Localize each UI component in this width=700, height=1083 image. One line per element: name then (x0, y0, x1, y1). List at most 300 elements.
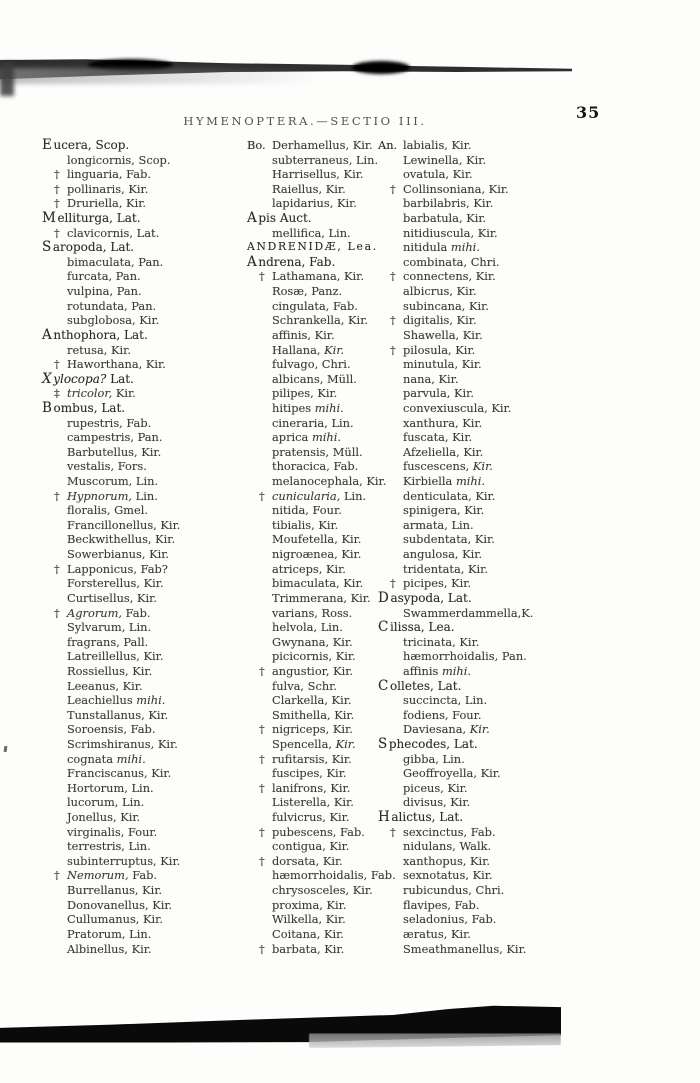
taxon-text: linguaria, Fab. (67, 167, 151, 182)
taxon-line (378, 299, 618, 314)
taxon-text: Jonellus, Kir. (67, 810, 141, 825)
taxon-text: Colletes, Lat. (378, 677, 462, 694)
taxon-text: clavicornis, Lat. (67, 225, 160, 240)
taxon-line (378, 240, 618, 255)
dagger-marker: † (54, 357, 60, 372)
taxon-text: seladonius, Fab. (403, 912, 497, 927)
taxon-line (378, 138, 618, 153)
taxon-text: lucorum, Lin. (67, 795, 145, 810)
taxon-text: fodiens, Four. (403, 707, 482, 722)
scan-artifact-top-band (0, 48, 572, 88)
taxon-text: Saropoda, Lat. (42, 239, 135, 256)
taxon-line (42, 503, 247, 518)
taxon-text: rufitarsis, Kir. (272, 751, 352, 766)
taxon-text: connectens, Kir. (403, 269, 496, 284)
scan-top-dark-blob (352, 61, 410, 74)
taxon-text: subdentata, Kir. (403, 532, 495, 547)
dagger-marker: † (54, 488, 60, 503)
dagger-marker: † (259, 751, 265, 766)
taxon-text: melanocephala, Kir. (272, 474, 387, 489)
taxon-text: Halictus, Lat. (378, 809, 464, 826)
taxon-text: Clarkella, Kir. (272, 693, 352, 708)
taxon-text: Daviesana, Kir. (403, 722, 490, 737)
taxon-text: Lapponicus, Fab? (67, 561, 168, 576)
taxon-line (378, 927, 618, 942)
taxon-line (42, 810, 247, 825)
taxon-line (42, 474, 247, 489)
taxon-line (378, 430, 618, 445)
genus-line (378, 591, 618, 606)
taxon-text: Gwynana, Kir. (272, 634, 353, 649)
taxon-text: terrestris, Lin. (67, 839, 151, 854)
taxon-text: Anthophora, Lat. (42, 326, 148, 343)
taxon-line (378, 547, 618, 562)
taxon-line (42, 576, 247, 591)
taxon-text: Tunstallanus, Kir. (67, 707, 169, 722)
taxon-text: Cullumanus, Kir. (67, 912, 163, 927)
taxon-text: lapidarius, Kir. (272, 196, 357, 211)
taxon-line (42, 255, 247, 270)
taxon-text: xanthura, Kir. (403, 415, 483, 430)
taxon-line (378, 196, 618, 211)
taxon-text: pilosula, Kir. (403, 342, 476, 357)
taxon-text: pollinaris, Kir. (67, 181, 149, 196)
taxon-line (42, 489, 247, 504)
taxon-text: hæmorrhoidalis, Fab. (272, 868, 396, 883)
taxon-text: Melliturga, Lat. (42, 210, 141, 227)
taxon-text: Collinsoniana, Kir. (403, 181, 509, 196)
taxon-line (42, 153, 247, 168)
taxon-text: Moufetella, Kir. (272, 532, 362, 547)
taxon-line (378, 854, 618, 869)
taxon-text: rupestris, Fab. (67, 415, 152, 430)
taxon-line (378, 868, 618, 883)
taxon-line (42, 547, 247, 562)
taxon-line (378, 343, 618, 358)
taxon-text: succincta, Lin. (403, 693, 488, 708)
taxon-line (378, 606, 618, 621)
taxon-text: angulosa, Kir. (403, 547, 483, 562)
taxon-text: Geoffroyella, Kir. (403, 766, 501, 781)
dagger-marker: † (390, 342, 396, 357)
taxon-text: subincana, Kir. (403, 298, 489, 313)
taxon-text: Leachiellus mihi. (67, 693, 166, 708)
taxon-line (42, 226, 247, 241)
taxon-text: Eucera, Scop. (42, 137, 130, 153)
taxon-line (42, 752, 247, 767)
taxon-text: Latreillellus, Kir. (67, 649, 164, 664)
taxon-line (378, 357, 618, 372)
genus-abbrev-prefix: Bo. (247, 138, 266, 152)
taxon-text: Hypnorum, Lin. (67, 488, 158, 503)
taxon-text: Xylocopa? Lat. (42, 370, 134, 387)
taxon-line (378, 839, 618, 854)
taxon-line (42, 679, 247, 694)
taxon-text: picipes, Kir. (403, 576, 472, 591)
dagger-marker: † (259, 941, 265, 956)
taxon-text: Smeathmanellus, Kir. (403, 941, 527, 956)
taxon-text: Sphecodes, Lat. (378, 735, 478, 752)
taxon-text: Curtisellus, Kir. (67, 590, 157, 605)
taxon-line (42, 620, 247, 635)
taxon-text: Hallana, Kir. (272, 342, 345, 357)
taxon-text: Francillonellus, Kir. (67, 517, 181, 532)
scan-bottom-gray-fringe (309, 1033, 561, 1048)
taxon-text: Afzeliella, Kir. (403, 444, 484, 459)
taxon-line (378, 532, 618, 547)
taxon-text: Muscorum, Lin. (67, 474, 159, 489)
taxon-text: bimaculata, Pan. (67, 254, 164, 269)
taxa-column-1 (42, 138, 247, 956)
taxon-text: angustior, Kir. (272, 663, 354, 678)
taxon-text: gibba, Lin. (403, 751, 465, 766)
taxon-line (378, 182, 618, 197)
taxon-line (378, 898, 618, 913)
dagger-marker: † (54, 225, 60, 240)
taxon-text: thoracica, Fab. (272, 459, 359, 474)
taxon-line (378, 445, 618, 460)
taxon-text: hæmorrhoidalis, Pan. (403, 649, 527, 664)
taxon-line (42, 737, 247, 752)
taxon-line (42, 343, 247, 358)
taxon-text: nigriceps, Kir. (272, 722, 353, 737)
taxon-line (378, 795, 618, 810)
taxon-text: fragrans, Pall. (67, 634, 149, 649)
taxon-line (42, 167, 247, 182)
taxa-column-3 (378, 138, 618, 956)
taxon-text: Raiellus, Kir. (272, 181, 346, 196)
taxon-line (42, 825, 247, 840)
taxon-text: piceus, Kir. (403, 780, 468, 795)
dagger-marker: † (390, 269, 396, 284)
taxon-text: armata, Lin. (403, 517, 474, 532)
taxon-text: furcata, Pan. (67, 269, 141, 284)
taxon-text: Coitana, Kir. (272, 926, 344, 941)
taxon-text: bimaculata, Kir. (272, 576, 364, 591)
dagger-marker: † (54, 605, 60, 620)
taxon-text: fulva, Schr. (272, 678, 337, 693)
genus-line (42, 372, 247, 387)
taxon-text: Rossiellus, Kir. (67, 663, 153, 678)
taxon-text: Schrankella, Kir. (272, 313, 369, 328)
taxon-line (378, 708, 618, 723)
taxon-line (42, 722, 247, 737)
taxon-line (42, 883, 247, 898)
taxon-line (378, 153, 618, 168)
taxon-line (42, 416, 247, 431)
taxon-line (42, 839, 247, 854)
taxon-text: retusa, Kir. (67, 342, 131, 357)
taxon-line (42, 942, 247, 957)
taxon-line (42, 868, 247, 883)
taxon-text: contigua, Kir. (272, 839, 350, 854)
taxon-line (378, 489, 618, 504)
taxon-line (378, 912, 618, 927)
taxon-text: divisus, Kir. (403, 795, 471, 810)
taxon-text: Wilkella, Kir. (272, 912, 346, 927)
taxon-line (42, 269, 247, 284)
taxon-text: Nemorum, Fab. (67, 868, 158, 883)
taxon-text: picicornis, Kir. (272, 649, 356, 664)
taxon-text: Harrisellus, Kir. (272, 167, 364, 182)
taxon-text: vulpina, Pan. (67, 284, 142, 299)
taxon-line (378, 766, 618, 781)
taxon-line (42, 912, 247, 927)
taxon-line (378, 752, 618, 767)
taxon-text: Albinellus, Kir. (67, 941, 152, 956)
taxon-text: fuscescens, Kir. (403, 459, 493, 474)
dagger-marker: † (390, 313, 396, 328)
genus-line (378, 737, 618, 752)
dagger-marker: † (54, 868, 60, 883)
taxon-line (378, 226, 618, 241)
taxon-line (378, 562, 618, 577)
page-header-title: HYMENOPTERA.—SECTIO III. (183, 114, 427, 128)
taxon-text: Barbutellus, Kir. (67, 444, 162, 459)
taxon-text: Burrellanus, Kir. (67, 883, 163, 898)
genus-line (378, 620, 618, 635)
dagger-marker: † (54, 196, 60, 211)
scan-top-gray-fuzz (0, 68, 320, 84)
taxon-text: spinigera, Kir. (403, 503, 485, 518)
taxon-text: æratus, Kir. (403, 926, 471, 941)
taxon-text: nana, Kir. (403, 371, 459, 386)
taxon-text: aprica mihi. (272, 430, 342, 445)
taxon-text: convexiuscula, Kir. (403, 400, 512, 415)
taxon-text: tibialis, Kir. (272, 517, 339, 532)
taxon-text: digitalis, Kir. (403, 313, 477, 328)
taxon-text: pratensis, Müll. (272, 444, 363, 459)
taxon-line (378, 328, 618, 343)
taxon-text: rotundata, Pan. (67, 298, 157, 313)
taxon-line (42, 664, 247, 679)
dagger-marker: † (390, 181, 396, 196)
taxon-line (378, 635, 618, 650)
taxon-text: rubicundus, Chri. (403, 883, 505, 898)
taxon-text: barbata, Kir. (272, 941, 345, 956)
taxon-line (42, 357, 247, 372)
taxon-line (378, 255, 618, 270)
taxon-line (42, 532, 247, 547)
taxon-text: labialis, Kir. (403, 138, 472, 152)
taxon-line (378, 518, 618, 533)
genus-abbrev-prefix: An. (378, 138, 398, 152)
taxon-text: fulvicrus, Kir. (272, 810, 350, 825)
taxon-text: varians, Ross. (272, 605, 353, 620)
taxon-text: Beckwithellus, Kir. (67, 532, 176, 547)
dagger-marker: † (54, 561, 60, 576)
taxon-text: helvola, Lin. (272, 620, 343, 635)
taxon-text: Franciscanus, Kir. (67, 766, 172, 781)
taxon-text: Swammerdammella,K. (403, 605, 534, 620)
dagger-marker: † (54, 167, 60, 182)
taxon-text: Listerella, Kir. (272, 795, 354, 810)
taxon-text: Shawella, Kir. (403, 327, 483, 342)
taxon-line (378, 269, 618, 284)
dagger-marker: ‡ (54, 386, 60, 401)
taxon-line (42, 635, 247, 650)
taxon-text: affinis, Kir. (272, 327, 335, 342)
taxon-line (42, 196, 247, 211)
taxon-text: nitida, Four. (272, 503, 342, 518)
taxon-line (42, 518, 247, 533)
taxon-text: xanthopus, Kir. (403, 853, 491, 868)
taxon-text: tricinata, Kir. (403, 634, 480, 649)
taxon-text: Hortorum, Lin. (67, 780, 154, 795)
taxon-text: subglobosa, Kir. (67, 313, 160, 328)
scan-artifact-bottom-band (0, 1003, 561, 1049)
taxon-text: Sowerbianus, Kir. (67, 547, 170, 562)
taxon-text: Agrorum, Fab. (67, 605, 151, 620)
taxon-line (42, 606, 247, 621)
taxon-text: Pratorum, Lin. (67, 926, 152, 941)
taxon-text: parvula, Kir. (403, 386, 474, 401)
taxon-line (42, 313, 247, 328)
taxon-line (378, 211, 618, 226)
taxon-text: combinata, Chri. (403, 254, 500, 269)
taxon-text: Druriella, Kir. (67, 196, 147, 211)
taxon-line (378, 284, 618, 299)
taxon-text: subterraneus, Lin. (272, 152, 379, 167)
dagger-marker: † (259, 780, 265, 795)
taxon-text: ANDRENIDÆ, Lea. (247, 240, 378, 254)
taxon-text: nidulans, Walk. (403, 839, 492, 854)
taxon-line (378, 459, 618, 474)
dagger-marker: † (390, 824, 396, 839)
taxon-line (42, 649, 247, 664)
dagger-marker: † (259, 722, 265, 737)
taxon-line (378, 781, 618, 796)
genus-line (378, 810, 618, 825)
taxon-text: chrysosceles, Kir. (272, 883, 373, 898)
taxon-text: Bombus, Lat. (42, 399, 126, 416)
genus-line (378, 679, 618, 694)
taxon-line (378, 576, 618, 591)
dagger-marker: † (259, 269, 265, 284)
taxon-line (42, 693, 247, 708)
taxon-text: Derhamellus, Kir. (272, 138, 373, 152)
scan-artifact-speck (4, 746, 8, 752)
taxon-text: Scrimshiranus, Kir. (67, 736, 178, 751)
taxon-line (42, 445, 247, 460)
taxon-text: Leeanus, Kir. (67, 678, 143, 693)
taxon-line (42, 766, 247, 781)
taxon-text: dorsata, Kir. (272, 853, 343, 868)
taxon-text: Smithella, Kir. (272, 707, 355, 722)
genus-line (42, 240, 247, 255)
taxon-text: Donovanellus, Kir. (67, 897, 173, 912)
dagger-marker: † (259, 824, 265, 839)
taxon-line (378, 386, 618, 401)
taxon-text: Apis Auct. (247, 210, 312, 227)
taxon-line (42, 927, 247, 942)
taxon-text: pilipes, Kir. (272, 386, 338, 401)
taxon-line (42, 562, 247, 577)
taxon-line (378, 401, 618, 416)
taxon-text: albicrus, Kir. (403, 284, 477, 299)
dagger-marker: † (259, 488, 265, 503)
taxon-text: mellifica, Lin. (272, 225, 351, 240)
taxon-line (378, 883, 618, 898)
taxon-line (378, 416, 618, 431)
page-number: 35 (576, 103, 601, 122)
taxon-text: Lewinella, Kir. (403, 152, 487, 167)
taxon-text: tricolor, Kir. (67, 386, 136, 401)
taxon-line (378, 649, 618, 664)
taxon-line (378, 503, 618, 518)
taxon-text: fuscata, Kir. (403, 430, 473, 445)
dagger-marker: † (54, 181, 60, 196)
taxon-line (378, 825, 618, 840)
genus-line (42, 211, 247, 226)
taxon-text: Soroensis, Fab. (67, 722, 156, 737)
taxon-text: virginalis, Four. (67, 824, 158, 839)
taxon-line (378, 167, 618, 182)
taxon-text: Kirbiella mihi. (403, 474, 486, 489)
taxon-text: floralis, Gmel. (67, 503, 148, 518)
taxon-text: Cilissa, Lea. (378, 619, 455, 636)
taxon-text: Haworthana, Kir. (67, 357, 166, 372)
taxon-text: cingulata, Fab. (272, 298, 358, 313)
dagger-marker: † (259, 853, 265, 868)
taxon-text: lanifrons, Kir. (272, 780, 351, 795)
taxon-line (42, 284, 247, 299)
genus-line (42, 138, 247, 153)
taxon-line (378, 664, 618, 679)
taxon-text: nitidula mihi. (403, 240, 480, 255)
taxon-line (42, 299, 247, 314)
taxon-text: ovatula, Kir. (403, 167, 473, 182)
taxon-line (378, 313, 618, 328)
taxon-text: Forsterellus, Kir. (67, 576, 164, 591)
genus-line (42, 328, 247, 343)
taxon-text: cineraria, Lin. (272, 415, 354, 430)
taxon-line (42, 898, 247, 913)
taxon-text: Sylvarum, Lin. (67, 620, 152, 635)
taxon-line (378, 722, 618, 737)
taxon-text: Andrena, Fab. (247, 253, 336, 270)
taxon-text: minutula, Kir. (403, 357, 482, 372)
taxon-line (378, 693, 618, 708)
taxon-line (42, 182, 247, 197)
taxon-line (42, 795, 247, 810)
taxon-text: hitipes mihi. (272, 400, 344, 415)
taxon-text: denticulata, Kir. (403, 488, 496, 503)
taxon-text: subinterruptus, Kir. (67, 853, 181, 868)
taxon-text: nitidiuscula, Kir. (403, 225, 498, 240)
taxon-line (42, 854, 247, 869)
taxon-line (42, 781, 247, 796)
taxon-text: sexnotatus, Kir. (403, 868, 493, 883)
taxon-text: Dasypoda, Lat. (378, 589, 472, 606)
taxon-text: vestalis, Fors. (67, 459, 147, 474)
taxon-text: albicans, Müll. (272, 371, 357, 386)
taxon-line (42, 459, 247, 474)
taxon-line (378, 942, 618, 957)
taxon-text: barbatula, Kir. (403, 211, 487, 226)
taxon-text: cunicularia, Lin. (272, 488, 367, 503)
taxon-text: fuscipes, Kir. (272, 766, 347, 781)
taxon-line (42, 591, 247, 606)
taxon-text: atriceps, Kir. (272, 561, 346, 576)
taxon-text: barbilabris, Kir. (403, 196, 494, 211)
taxon-line (42, 386, 247, 401)
genus-line (42, 401, 247, 416)
taxon-line (42, 430, 247, 445)
dagger-marker: † (259, 663, 265, 678)
scan-top-left-chunk (0, 62, 14, 96)
taxon-line (42, 708, 247, 723)
